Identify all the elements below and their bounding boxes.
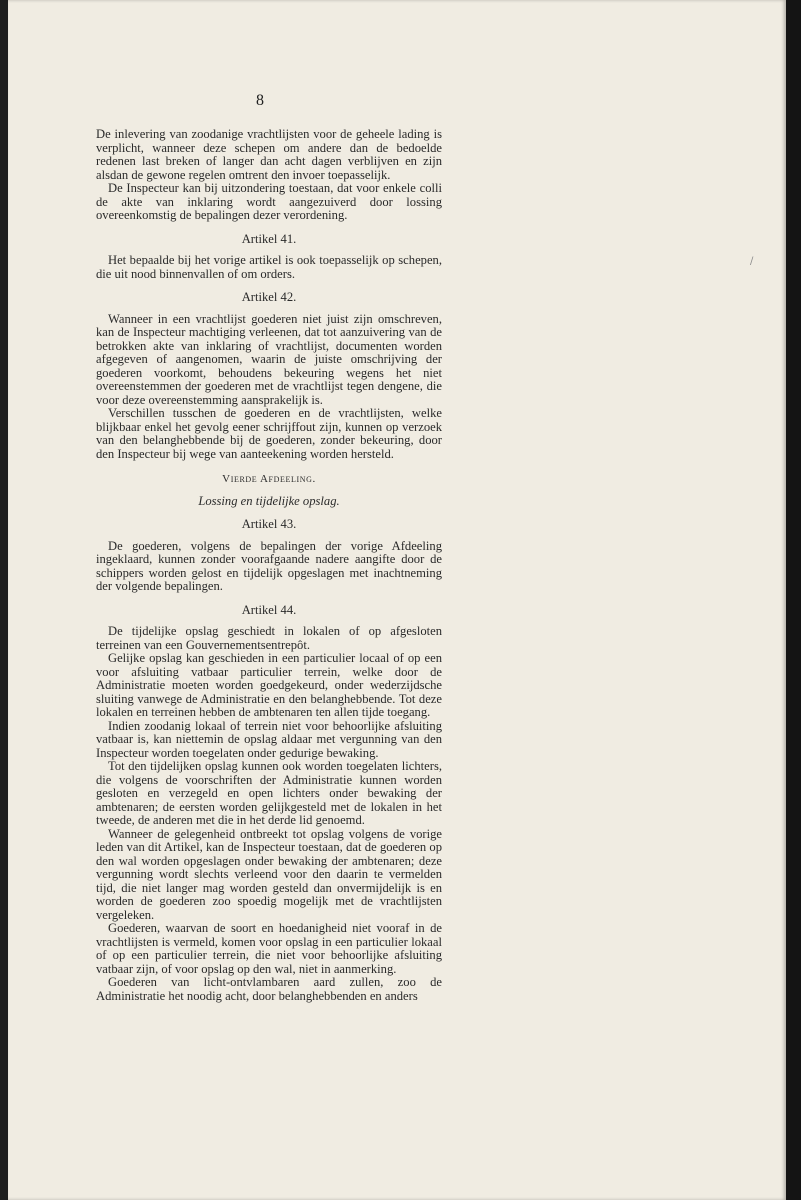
section-subtitle: Lossing en tijdelijke opslag.: [198, 493, 340, 508]
article-heading: Artikel 43.: [241, 517, 297, 531]
paragraph: Gelijke opslag kan geschieden in een particulier locaal of op een voor afsluiting vatbaar particulier terrein, welke door de Administratie moeten worden goedgekeurd, onder wederzijdsche sluiting vanwege de Administratie en den belanghebbende. Tot deze lokalen en terreinen hebben de ambtenaren ten allen tijde toegang.: [96, 651, 442, 719]
article-heading: Artikel 41.: [241, 231, 297, 246]
document-page: [8, 0, 786, 1200]
paragraph: Het bepaalde bij het vorige artikel is ook toepasselijk op schepen, die uit nood binnenvallen of om orders.: [96, 253, 442, 281]
article-heading: Artikel 44.: [241, 602, 297, 617]
page-body: [96, 128, 442, 1003]
scan-speck: /: [750, 256, 754, 267]
article-heading: Artikel 42.: [241, 290, 297, 304]
scan-right-edge: [786, 0, 801, 1200]
paragraph: Goederen, waarvan de soort en hoedanigheid niet vooraf in de vrachtlijsten is vermeld, komen voor opslag in een particulier lokaal of op een particulier terrein, die niet voor behoorlijke afsluiting vatbaar zijn, of voor opslag op den wal, niet in aanmerking.: [96, 921, 442, 976]
paragraph: Wanneer de gelegenheid ontbreekt tot opslag volgens de vorige leden van dit Artikel, kan de Inspecteur toestaan, dat de goederen op den wal worden opgeslagen onder bewaking der ambtenaren; deze vergunning wordt slechts verleend voor den daarin te vermelden tijd, die niet langer mag worden gesteld dan onvermijdelijk is en worden de goederen zoo spoedig mogelijk met de vrachtlijsten vergeleken.: [96, 826, 442, 922]
paragraph: Verschillen tusschen de goederen en de vrachtlijsten, welke blijkbaar enkel het gevolg eener schrijffout zijn, kunnen op verzoek van den belanghebbende bij de goederen, zonder bekeuring, door den Inspecteur bij wege van aanteekening worden hersteld.: [96, 406, 442, 461]
paragraph: De goederen, volgens de bepalingen der vorige Afdeeling ingeklaard, kunnen zonder voorafgaande nadere aangifte door de schippers worden gelost en tijdelijk opgeslagen met inachtneming der volgende bepalingen.: [96, 538, 442, 593]
paragraph: Wanneer in een vrachtlijst goederen niet juist zijn omschreven, kan de Inspecteur machtiging verleenen, dat tot aanzuivering van de betrokken akte van inklaring of vrachtlijst, documenten worden afgegeven of aangenomen, waarin de juiste omschrijving der goederen voorkomt, behoudens bekeuring wegens het niet overeenstemmen der goederen met de vrachtlijst tegen dengene, die voor deze overeenstemming aansprakelijk is.: [96, 311, 442, 407]
paragraph: De Inspecteur kan bij uitzondering toestaan, dat voor enkele colli de akte van inklaring wordt aangezuiverd door lossing overeenkomstig de bepalingen dezer verordening.: [96, 181, 442, 222]
paragraph: Goederen van licht-ontvlambaren aard zullen, zoo de Administratie het noodig acht, door belanghebbenden en anders: [96, 975, 442, 1003]
paragraph: Indien zoodanig lokaal of terrein niet voor behoorlijke afsluiting vatbaar is, kan niettemin de opslag aldaar met vergunning van den Inspecteur worden toegelaten onder gedurige bewaking.: [96, 718, 442, 760]
section-heading: Vierde Afdeeling.: [222, 473, 316, 485]
paragraph: De inlevering van zoodanige vrachtlijsten voor de geheele lading is verplicht, wanneer deze schepen om andere dan de bedoelde redenen last breken of langer dan acht dagen verblijven en zijn alsdan de gewone regelen omtrent den invoer toepasselijk.: [96, 127, 442, 182]
paragraph: De tijdelijke opslag geschiedt in lokalen of op afgesloten terreinen van een Gouvernementsentrepôt.: [96, 624, 442, 652]
paragraph: Tot den tijdelijken opslag kunnen ook worden toegelaten lichters, die volgens de voorschriften der Administratie kunnen worden gesloten en verzegeld en open lichters onder bewaking der ambtenaren; de eersten worden gelijkgesteld met de lokalen in het tweede, de anderen met die in het derde lid genoemd.: [96, 759, 442, 827]
page-number: 8: [256, 92, 264, 109]
